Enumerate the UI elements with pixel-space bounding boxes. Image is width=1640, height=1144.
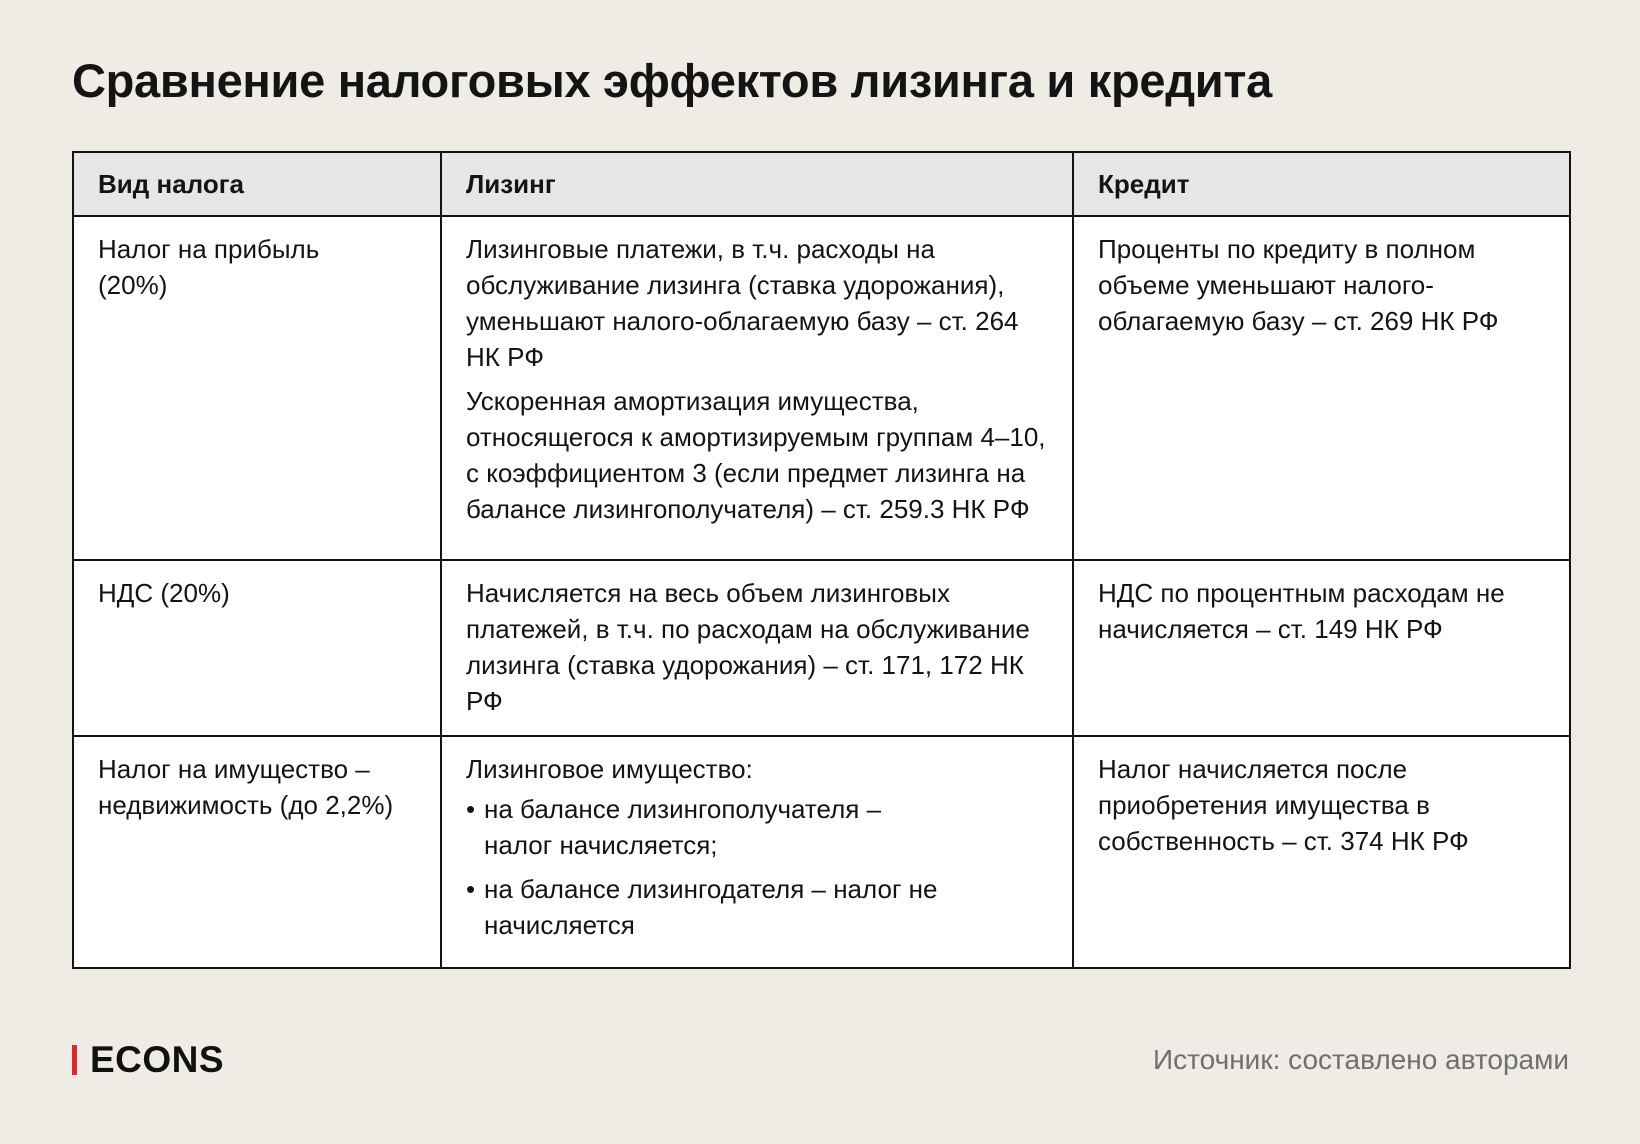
tax-type-text: НДС (20%) bbox=[98, 578, 230, 608]
header-tax-type: Вид налога bbox=[73, 152, 441, 216]
cell-credit bbox=[1073, 216, 1570, 560]
credit-text: Налог начисляется после приобретения имущества в собственность – ст. 374 НК РФ bbox=[1098, 754, 1469, 856]
econs-logo bbox=[72, 1040, 224, 1080]
cell-credit bbox=[1073, 560, 1570, 736]
bullet-text: на балансе лизингополучателя – налог начисляется; bbox=[484, 794, 882, 860]
credit-text: Проценты по кредиту в полном объеме уменьшают налого-облагаемую базу – ст. 269 НК РФ bbox=[1098, 234, 1499, 336]
tax-type-text: Налог на имущество – недвижимость (до 2,2%) bbox=[98, 754, 394, 820]
cell-leasing bbox=[441, 216, 1073, 560]
cell-tax-type bbox=[73, 560, 441, 736]
logo-accent-bar bbox=[72, 1045, 77, 1075]
leasing-intro: Лизинговое имущество: bbox=[466, 754, 753, 784]
leasing-paragraph: Лизинговые платежи, в т.ч. расходы на обслуживание лизинга (ставка удорожания), уменьшают налого-облагаемую базу – ст. 264 НК РФ bbox=[466, 234, 1019, 372]
list-item bbox=[466, 791, 952, 863]
bullet-text: на балансе лизингодателя – налог не начисляется bbox=[484, 874, 938, 940]
logo-text: ECONS bbox=[90, 1039, 225, 1080]
cell-leasing bbox=[441, 736, 1073, 968]
table-row bbox=[73, 736, 1570, 968]
table-row bbox=[73, 560, 1570, 736]
cell-tax-type bbox=[73, 216, 441, 560]
source-note: Источник: составлено авторами bbox=[1153, 1044, 1569, 1075]
cell-credit bbox=[1073, 736, 1570, 968]
bullet-icon: • bbox=[466, 874, 476, 904]
bullet-icon: • bbox=[466, 794, 476, 824]
tax-type-text: Налог на прибыль (20%) bbox=[98, 234, 320, 300]
credit-text: НДС по процентным расходам не начисляется – ст. 149 НК РФ bbox=[1098, 578, 1505, 644]
table-header-row bbox=[73, 152, 1570, 216]
header-credit: Кредит bbox=[1073, 152, 1570, 216]
page-title: Сравнение налоговых эффектов лизинга и кредита bbox=[72, 54, 1272, 107]
cell-tax-type bbox=[73, 736, 441, 968]
table-row bbox=[73, 216, 1570, 560]
leasing-bullet-list bbox=[466, 791, 952, 943]
cell-leasing bbox=[441, 560, 1073, 736]
list-item bbox=[466, 871, 952, 943]
leasing-paragraph: Начисляется на весь объем лизинговых платежей, в т.ч. по расходам на обслуживание лизинга (ставка удорожания) – ст. 171, 172 НК РФ bbox=[466, 578, 1030, 716]
tax-comparison-table bbox=[72, 151, 1571, 969]
header-leasing: Лизинг bbox=[441, 152, 1073, 216]
leasing-paragraph: Ускоренная амортизация имущества, относящегося к амортизируемым группам 4–10, с коэффициентом 3 (если предмет лизинга на балансе лизингополучателя) – ст. 259.3 НК РФ bbox=[466, 386, 1046, 524]
